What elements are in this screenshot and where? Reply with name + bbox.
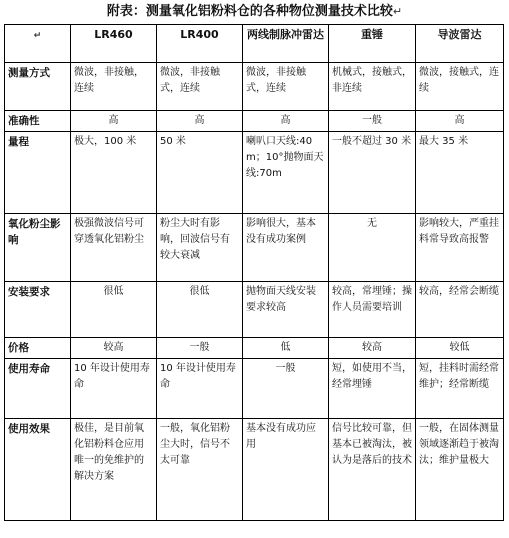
row-label-range: 量程 <box>5 132 71 214</box>
title-text: 附表：测量氧化铝粉料仓的各种物位测量技术比较 <box>106 4 393 19</box>
header-cell-lr460: LR460 <box>71 25 157 63</box>
cell-service-life-lr400: 10 年设计使用寿命 <box>157 359 243 419</box>
cell-installation-lr400: 很低 <box>157 282 243 338</box>
row-label-measurement-method: 测量方式 <box>5 63 71 111</box>
cell-service-life-guided-wave-radar: 短，挂料时需经常维护；经常断缆 <box>416 359 504 419</box>
cell-usage-effect-lr400: 一般，氧化铝粉尘大时，信号不太可靠 <box>157 419 243 521</box>
cell-range-two-wire-radar: 喇叭口天线:40m；10°抛物面天线:70m <box>243 132 329 214</box>
cell-measurement-method-guided-wave-radar: 微波，接触式，连续 <box>416 63 504 111</box>
cell-price-lr460: 较高 <box>71 338 157 359</box>
cell-usage-effect-lr460: 极佳，是目前氧化铝粉料仓应用唯一的免维护的解决方案 <box>71 419 157 521</box>
table-row <box>5 214 504 282</box>
cell-accuracy-weight: 一般 <box>329 111 416 132</box>
table-row <box>5 63 504 111</box>
cell-price-guided-wave-radar: 较低 <box>416 338 504 359</box>
table-row <box>5 338 504 359</box>
cell-service-life-weight: 短，如使用不当，经常埋锤 <box>329 359 416 419</box>
cell-dust-influence-two-wire-radar: 影响很大，基本没有成功案例 <box>243 214 329 282</box>
row-label-dust-influence: 氧化粉尘影响 <box>5 214 71 282</box>
cell-measurement-method-two-wire-radar: 微波，非接触式，连续 <box>243 63 329 111</box>
cell-measurement-method-weight: 机械式，接触式，非连续 <box>329 63 416 111</box>
cell-service-life-two-wire-radar: 一般 <box>243 359 329 419</box>
cell-price-lr400: 一般 <box>157 338 243 359</box>
cell-dust-influence-weight: 无 <box>329 214 416 282</box>
cell-accuracy-two-wire-radar: 高 <box>243 111 329 132</box>
cell-dust-influence-lr400: 粉尘大时有影响，回波信号有较大衰减 <box>157 214 243 282</box>
table-body <box>5 25 504 521</box>
cell-price-two-wire-radar: 低 <box>243 338 329 359</box>
row-label-usage-effect: 使用效果 <box>5 419 71 521</box>
cell-usage-effect-guided-wave-radar: 一般，在固体测量领域逐渐趋于被淘汰；维护量极大 <box>416 419 504 521</box>
table-row <box>5 419 504 521</box>
cell-installation-weight: 较高，常埋锤；操作人员需要培训 <box>329 282 416 338</box>
cell-range-lr460: 极大，100 米 <box>71 132 157 214</box>
cell-accuracy-lr460: 高 <box>71 111 157 132</box>
cell-range-lr400: 50 米 <box>157 132 243 214</box>
cell-usage-effect-weight: 信号比较可靠，但基本已被淘汰，被认为是落后的技术 <box>329 419 416 521</box>
cell-accuracy-guided-wave-radar: 高 <box>416 111 504 132</box>
cell-range-weight: 一般不超过 30 米 <box>329 132 416 214</box>
cell-installation-guided-wave-radar: 较高，经常会断缆 <box>416 282 504 338</box>
cell-range-guided-wave-radar: 最大 35 米 <box>416 132 504 214</box>
row-label-installation: 安装要求 <box>5 282 71 338</box>
paragraph-mark: ↵ <box>33 31 42 41</box>
cell-service-life-lr460: 10 年设计使用寿命 <box>71 359 157 419</box>
header-cell-two-wire-radar: 两线制脉冲雷达 <box>243 25 329 63</box>
row-label-service-life: 使用寿命 <box>5 359 71 419</box>
cell-usage-effect-two-wire-radar: 基本没有成功应用 <box>243 419 329 521</box>
cell-measurement-method-lr460: 微波，非接触，连续 <box>71 63 157 111</box>
cell-price-weight: 较高 <box>329 338 416 359</box>
cell-installation-two-wire-radar: 抛物面天线安装要求较高 <box>243 282 329 338</box>
page-title <box>0 2 509 22</box>
cell-measurement-method-lr400: 微波，非接触式，连续 <box>157 63 243 111</box>
cell-dust-influence-guided-wave-radar: 影响较大，严重挂料常导致高报警 <box>416 214 504 282</box>
table-row <box>5 359 504 419</box>
header-cell-weight: 重锤 <box>329 25 416 63</box>
table-row <box>5 132 504 214</box>
row-label-accuracy: 准确性 <box>5 111 71 132</box>
cell-installation-lr460: 很低 <box>71 282 157 338</box>
header-cell-empty <box>5 25 71 63</box>
cell-dust-influence-lr460: 极强微波信号可穿透氧化铝粉尘 <box>71 214 157 282</box>
header-row <box>5 25 504 63</box>
header-cell-guided-wave-radar: 导波雷达 <box>416 25 504 63</box>
cell-accuracy-lr400: 高 <box>157 111 243 132</box>
comparison-table <box>4 24 504 521</box>
row-label-price: 价格 <box>5 338 71 359</box>
header-cell-lr400: LR400 <box>157 25 243 63</box>
table-row <box>5 282 504 338</box>
paragraph-mark: ↵ <box>392 5 403 18</box>
table-row <box>5 111 504 132</box>
